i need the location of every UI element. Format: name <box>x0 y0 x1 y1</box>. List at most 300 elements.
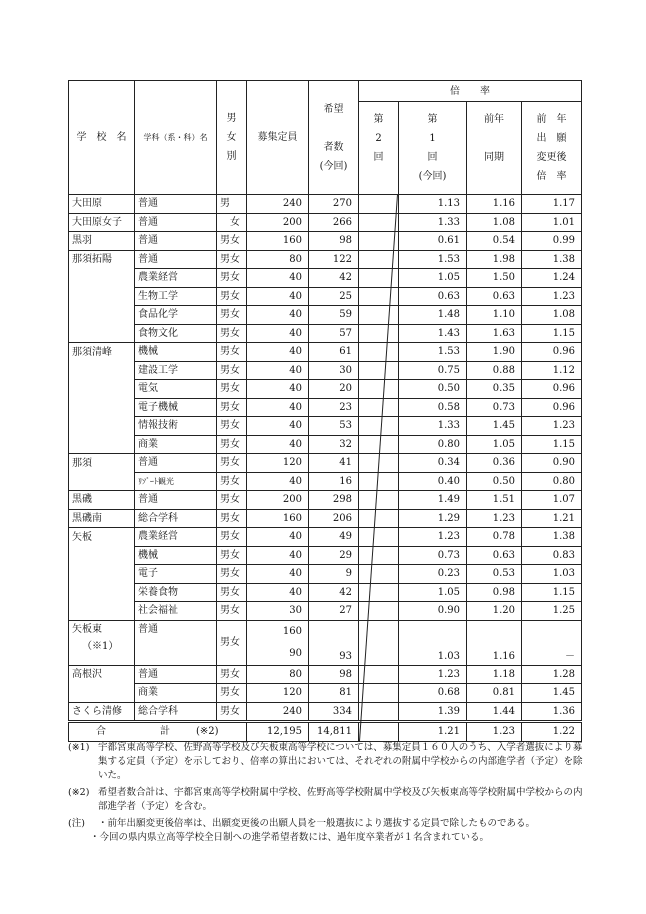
after-cell: 1.17 <box>522 195 582 214</box>
applicants-cell: 122 <box>309 250 359 269</box>
prev-cell: 1.10 <box>467 306 522 325</box>
note-item <box>68 741 588 783</box>
quota-cell: 40 <box>247 380 309 399</box>
gender-cell: 男女 <box>217 546 247 565</box>
quota-cell: 40 <box>247 472 309 491</box>
round2-cell <box>359 583 399 602</box>
after-cell: 1.08 <box>522 306 582 325</box>
school-cell <box>69 306 135 325</box>
prev-cell: 0.63 <box>467 546 522 565</box>
dept-cell: 電子 <box>135 565 217 584</box>
applicants-cell: 270 <box>309 195 359 214</box>
total-row <box>69 722 582 742</box>
round2-cell <box>359 398 399 417</box>
round1-cell: 1.33 <box>399 213 467 232</box>
dept-cell: 農業経営 <box>135 269 217 288</box>
round2-cell <box>359 361 399 380</box>
round1-cell: 1.49 <box>399 491 467 510</box>
prev-cell: 1.50 <box>467 269 522 288</box>
after-cell: 1.15 <box>522 324 582 343</box>
after-cell: 0.96 <box>522 343 582 362</box>
round2-cell <box>359 546 399 565</box>
school-cell: 那須拓陽 <box>69 250 135 269</box>
prev-cell: 1.18 <box>467 665 522 684</box>
after-cell: 1.24 <box>522 269 582 288</box>
gender-cell: 男女 <box>217 491 247 510</box>
school-cell <box>69 417 135 436</box>
round2-cell <box>359 565 399 584</box>
note-text: ・前年出願変更後倍率は、出願変更後の出願人員を一般選抜により選抜する定員で除したものである。 <box>98 818 536 829</box>
school-cell: 大田原 <box>69 195 135 214</box>
table-row <box>69 398 582 417</box>
gender-cell: 男女 <box>217 232 247 251</box>
dept-cell: 機械 <box>135 343 217 362</box>
quota-cell: 40 <box>247 583 309 602</box>
applicants-cell: 93 <box>309 620 359 665</box>
round1-cell: 0.80 <box>399 435 467 454</box>
gender-cell: 男女 <box>217 472 247 491</box>
table-row <box>69 509 582 528</box>
round1-cell: 0.34 <box>399 454 467 473</box>
table-row <box>69 702 582 722</box>
note-bullet: ・今回の県内県立高等学校全日制への進学希望者数には、過年度卒業者が１名含まれている。 <box>90 832 490 843</box>
after-cell: 1.45 <box>522 684 582 703</box>
after-cell: 1.23 <box>522 417 582 436</box>
dept-cell: 総合学科 <box>135 509 217 528</box>
prev-cell: 1.23 <box>467 509 522 528</box>
gender-cell: 男女 <box>217 528 247 547</box>
total-after: 1.22 <box>522 722 582 742</box>
quota-cell: 40 <box>247 269 309 288</box>
quota-cell: 30 <box>247 602 309 621</box>
table-row <box>69 435 582 454</box>
dept-cell: 栄養食物 <box>135 583 217 602</box>
school-cell: 黒磯 <box>69 491 135 510</box>
dept-cell: 普通 <box>135 213 217 232</box>
dept-cell: 普通 <box>135 491 217 510</box>
table-row <box>69 472 582 491</box>
prev-cell: 0.81 <box>467 684 522 703</box>
after-cell: 0.96 <box>522 380 582 399</box>
school-cell <box>69 546 135 565</box>
quota-cell: 240 <box>247 702 309 722</box>
applicants-cell: 42 <box>309 269 359 288</box>
applicants-cell: 41 <box>309 454 359 473</box>
round2-cell <box>359 287 399 306</box>
applicants-cell: 16 <box>309 472 359 491</box>
applicants-cell: 23 <box>309 398 359 417</box>
gender-cell: 男女 <box>217 435 247 454</box>
round1-cell: 1.48 <box>399 306 467 325</box>
round1-cell: 1.33 <box>399 417 467 436</box>
quota-cell: 200 <box>247 491 309 510</box>
note-mark: (注) <box>68 818 85 829</box>
dept-cell: 電気 <box>135 380 217 399</box>
quota-cell: 240 <box>247 195 309 214</box>
table-row <box>69 417 582 436</box>
gender-cell: 男女 <box>217 287 247 306</box>
dept-cell: 普通 <box>135 250 217 269</box>
round2-cell <box>359 665 399 684</box>
school-cell: 黒羽 <box>69 232 135 251</box>
quota-cell: 40 <box>247 546 309 565</box>
round1-cell: 1.23 <box>399 665 467 684</box>
table-body <box>69 81 582 742</box>
dept-cell: 総合学科 <box>135 702 217 722</box>
round1-cell: 1.05 <box>399 583 467 602</box>
prev-cell: 0.36 <box>467 454 522 473</box>
quota-cell: 40 <box>247 287 309 306</box>
dept-cell: 商業 <box>135 684 217 703</box>
after-cell: 1.23 <box>522 287 582 306</box>
table-row <box>69 269 582 288</box>
school-cell <box>69 435 135 454</box>
table-row <box>69 232 582 251</box>
header-school: 学 校 名 <box>69 81 135 195</box>
round2-cell <box>359 195 399 214</box>
school-cell: さくら清修 <box>69 702 135 722</box>
prev-cell: 0.98 <box>467 583 522 602</box>
quota-cell: 40 <box>247 435 309 454</box>
prev-cell: 1.20 <box>467 602 522 621</box>
quota-cell: 80 <box>247 250 309 269</box>
school-cell: 高根沢 <box>69 665 135 684</box>
round1-cell: 0.61 <box>399 232 467 251</box>
quota-cell: 200 <box>247 213 309 232</box>
school-cell <box>69 684 135 703</box>
total-applicants: 14,811 <box>309 722 359 742</box>
school-cell: 那須清峰 <box>69 343 135 362</box>
dept-cell: 食品化学 <box>135 306 217 325</box>
note-mark: (※2) <box>68 787 90 798</box>
quota-cell: 40 <box>247 306 309 325</box>
round2-cell <box>359 417 399 436</box>
header-prev-after: 前 年 出 願 変更後 倍 率 <box>522 102 582 195</box>
round2-cell <box>359 472 399 491</box>
round1-cell: 0.23 <box>399 565 467 584</box>
round2-cell <box>359 620 399 665</box>
gender-cell: 男 <box>217 195 247 214</box>
gender-cell: 男女 <box>217 417 247 436</box>
round2-cell <box>359 435 399 454</box>
gender-cell: 男女 <box>217 380 247 399</box>
note-item <box>68 817 588 831</box>
prev-cell: 1.63 <box>467 324 522 343</box>
round2-cell <box>359 324 399 343</box>
round1-cell: 1.43 <box>399 324 467 343</box>
gender-cell: 男女 <box>217 250 247 269</box>
dept-cell: 電子機械 <box>135 398 217 417</box>
dept-cell: 建設工学 <box>135 361 217 380</box>
gender-cell: 男女 <box>217 269 247 288</box>
dept-cell: 機械 <box>135 546 217 565</box>
dept-cell: 普通 <box>135 454 217 473</box>
after-cell: 1.36 <box>522 702 582 722</box>
round2-cell <box>359 380 399 399</box>
table-row <box>69 213 582 232</box>
applicants-cell: 334 <box>309 702 359 722</box>
dept-cell: 社会福祉 <box>135 602 217 621</box>
round1-cell: 1.53 <box>399 250 467 269</box>
quota-cell: 40 <box>247 343 309 362</box>
after-cell: 1.28 <box>522 665 582 684</box>
applicants-cell: 57 <box>309 324 359 343</box>
round2-cell <box>359 528 399 547</box>
applicants-cell: 98 <box>309 232 359 251</box>
prev-cell: 0.53 <box>467 565 522 584</box>
gender-cell: 男女 <box>217 583 247 602</box>
prev-cell: 1.05 <box>467 435 522 454</box>
round2-cell <box>359 232 399 251</box>
after-cell: － <box>522 620 582 665</box>
after-cell: 1.15 <box>522 583 582 602</box>
header-round2: 第 2 回 <box>359 102 399 195</box>
round2-cell <box>359 684 399 703</box>
table-row <box>69 324 582 343</box>
after-cell: 0.83 <box>522 546 582 565</box>
table-row <box>69 583 582 602</box>
gender-cell: 男女 <box>217 361 247 380</box>
gender-cell: 男女 <box>217 306 247 325</box>
gender-cell: 男女 <box>217 398 247 417</box>
round1-cell: 0.58 <box>399 398 467 417</box>
dept-cell: 普通 <box>135 232 217 251</box>
after-cell: 1.03 <box>522 565 582 584</box>
quota-cell: 40 <box>247 417 309 436</box>
round1-cell: 0.68 <box>399 684 467 703</box>
applicants-cell: 32 <box>309 435 359 454</box>
prev-cell: 0.88 <box>467 361 522 380</box>
prev-cell: 1.45 <box>467 417 522 436</box>
applicants-cell: 61 <box>309 343 359 362</box>
school-cell <box>69 287 135 306</box>
quota-cell: 40 <box>247 565 309 584</box>
table-row <box>69 454 582 473</box>
applicants-cell: 81 <box>309 684 359 703</box>
school-cell: 那須 <box>69 454 135 473</box>
prev-cell: 1.16 <box>467 195 522 214</box>
gender-cell: 男女 <box>217 620 247 665</box>
dept-cell: 普通 <box>135 195 217 214</box>
table-row <box>69 491 582 510</box>
prev-cell: 0.50 <box>467 472 522 491</box>
prev-cell: 1.90 <box>467 343 522 362</box>
table-row <box>69 602 582 621</box>
gender-cell: 男女 <box>217 684 247 703</box>
quota-cell: 160 <box>247 509 309 528</box>
round1-cell: 1.39 <box>399 702 467 722</box>
school-cell <box>69 602 135 621</box>
prev-cell: 1.16 <box>467 620 522 665</box>
dept-cell: 農業経営 <box>135 528 217 547</box>
school-cell: 矢板東 （※1） <box>69 620 135 665</box>
header-round1: 第 1 回 (今回) <box>399 102 467 195</box>
quota-cell: 120 <box>247 684 309 703</box>
round1-cell: 0.73 <box>399 546 467 565</box>
dept-cell: ﾘｿﾞｰﾄ観光 <box>135 472 217 491</box>
note-text: 希望者数合計は、宇都宮東高等学校附属中学校、佐野高等学校附属中学校及び矢板東高等学校附属中学校からの内部進学者（予定）を含む。 <box>98 787 583 812</box>
round2-cell <box>359 250 399 269</box>
applicants-cell: 98 <box>309 665 359 684</box>
total-round1: 1.21 <box>399 722 467 742</box>
total-quota: 12,195 <box>247 722 309 742</box>
round2-cell <box>359 509 399 528</box>
after-cell: 0.80 <box>522 472 582 491</box>
applicants-cell: 298 <box>309 491 359 510</box>
gender-cell: 女 <box>217 213 247 232</box>
after-cell: 1.38 <box>522 250 582 269</box>
notes-section <box>68 741 588 845</box>
dept-cell: 生物工学 <box>135 287 217 306</box>
enrollment-ratio-table <box>68 80 582 742</box>
prev-cell: 0.73 <box>467 398 522 417</box>
round2-cell <box>359 343 399 362</box>
school-cell <box>69 269 135 288</box>
table-row <box>69 665 582 684</box>
after-cell: 1.12 <box>522 361 582 380</box>
after-cell: 1.07 <box>522 491 582 510</box>
header-row-1 <box>69 81 582 102</box>
header-ratio-group: 倍 率 <box>359 81 582 102</box>
total-label-b: 計 <box>160 726 170 738</box>
applicants-cell: 53 <box>309 417 359 436</box>
quota-cell: 40 <box>247 528 309 547</box>
note-text: 宇都宮東高等学校、佐野高等学校及び矢板東高等学校については、募集定員１６０人のうち、入学者選抜により募集する定員（予定）を示しており、倍率の算出においては、それぞれの附属中学校からの内部進学者（予定）を除いた。 <box>98 742 583 781</box>
applicants-cell: 29 <box>309 546 359 565</box>
prev-cell: 0.78 <box>467 528 522 547</box>
total-label <box>69 722 247 742</box>
round1-cell: 0.75 <box>399 361 467 380</box>
gender-cell: 男女 <box>217 665 247 684</box>
applicants-cell: 30 <box>309 361 359 380</box>
gender-cell: 男女 <box>217 454 247 473</box>
round2-cell <box>359 491 399 510</box>
gender-cell: 男女 <box>217 324 247 343</box>
quota-cell: 160 <box>247 232 309 251</box>
school-cell <box>69 380 135 399</box>
table-row <box>69 287 582 306</box>
quota-cell: 40 <box>247 324 309 343</box>
gender-cell: 男女 <box>217 702 247 722</box>
table-row <box>69 306 582 325</box>
table-row <box>69 528 582 547</box>
header-dept: 学科（系・科）名 <box>135 81 217 195</box>
prev-cell: 0.63 <box>467 287 522 306</box>
gender-cell: 男女 <box>217 565 247 584</box>
round2-cell <box>359 269 399 288</box>
school-cell <box>69 472 135 491</box>
table-row <box>69 546 582 565</box>
round1-cell: 0.90 <box>399 602 467 621</box>
after-cell: 1.25 <box>522 602 582 621</box>
after-cell: 1.21 <box>522 509 582 528</box>
total-label-a: 合 <box>96 726 106 738</box>
round2-cell <box>359 454 399 473</box>
total-round2 <box>359 722 399 742</box>
school-cell <box>69 324 135 343</box>
after-cell: 0.96 <box>522 398 582 417</box>
round2-cell <box>359 602 399 621</box>
school-cell: 黒磯南 <box>69 509 135 528</box>
after-cell: 1.01 <box>522 213 582 232</box>
table-row <box>69 250 582 269</box>
prev-cell: 1.44 <box>467 702 522 722</box>
prev-cell: 1.98 <box>467 250 522 269</box>
applicants-cell: 25 <box>309 287 359 306</box>
applicants-cell: 59 <box>309 306 359 325</box>
table-row <box>69 565 582 584</box>
prev-cell: 1.51 <box>467 491 522 510</box>
round1-cell: 1.05 <box>399 269 467 288</box>
round1-cell: 1.29 <box>399 509 467 528</box>
table-row <box>69 195 582 214</box>
table-row <box>69 361 582 380</box>
total-mark: (※2) <box>196 726 219 738</box>
quota-cell: 40 <box>247 361 309 380</box>
header-quota: 募集定員 <box>247 81 309 195</box>
quota-cell: 160 <box>247 620 309 643</box>
prev-cell: 0.35 <box>467 380 522 399</box>
table-row <box>69 343 582 362</box>
after-cell: 0.99 <box>522 232 582 251</box>
round1-cell: 1.03 <box>399 620 467 665</box>
round1-cell: 0.63 <box>399 287 467 306</box>
school-cell: 大田原女子 <box>69 213 135 232</box>
school-cell: 矢板 <box>69 528 135 547</box>
applicants-cell: 20 <box>309 380 359 399</box>
round1-cell: 0.40 <box>399 472 467 491</box>
quota-cell: 90 <box>247 643 309 666</box>
total-prev: 1.23 <box>467 722 522 742</box>
round2-cell <box>359 213 399 232</box>
header-gender: 男 女 別 <box>217 81 247 195</box>
school-cell <box>69 361 135 380</box>
round1-cell: 1.23 <box>399 528 467 547</box>
applicants-cell: 27 <box>309 602 359 621</box>
header-prev-year: 前年 同期 <box>467 102 522 195</box>
after-cell: 1.38 <box>522 528 582 547</box>
dept-cell: 商業 <box>135 435 217 454</box>
dept-cell: 普通 <box>135 620 217 665</box>
dept-cell: 食物文化 <box>135 324 217 343</box>
note-item <box>68 786 588 814</box>
quota-cell: 40 <box>247 398 309 417</box>
applicants-cell: 266 <box>309 213 359 232</box>
header-applicants: 希望 者数 (今回) <box>309 81 359 195</box>
round1-cell: 0.50 <box>399 380 467 399</box>
gender-cell: 男女 <box>217 602 247 621</box>
applicants-cell: 206 <box>309 509 359 528</box>
dept-cell: 情報技術 <box>135 417 217 436</box>
applicants-cell: 42 <box>309 583 359 602</box>
after-cell: 1.15 <box>522 435 582 454</box>
prev-cell: 1.08 <box>467 213 522 232</box>
dept-cell: 普通 <box>135 665 217 684</box>
gender-cell: 男女 <box>217 509 247 528</box>
table-row <box>69 684 582 703</box>
prev-cell: 0.54 <box>467 232 522 251</box>
table-row <box>69 380 582 399</box>
note-mark: (※1) <box>68 742 90 753</box>
after-cell: 0.90 <box>522 454 582 473</box>
round1-cell: 1.53 <box>399 343 467 362</box>
table-row <box>69 620 582 643</box>
quota-cell: 80 <box>247 665 309 684</box>
school-cell <box>69 565 135 584</box>
quota-cell: 120 <box>247 454 309 473</box>
school-cell <box>69 583 135 602</box>
round2-cell <box>359 306 399 325</box>
